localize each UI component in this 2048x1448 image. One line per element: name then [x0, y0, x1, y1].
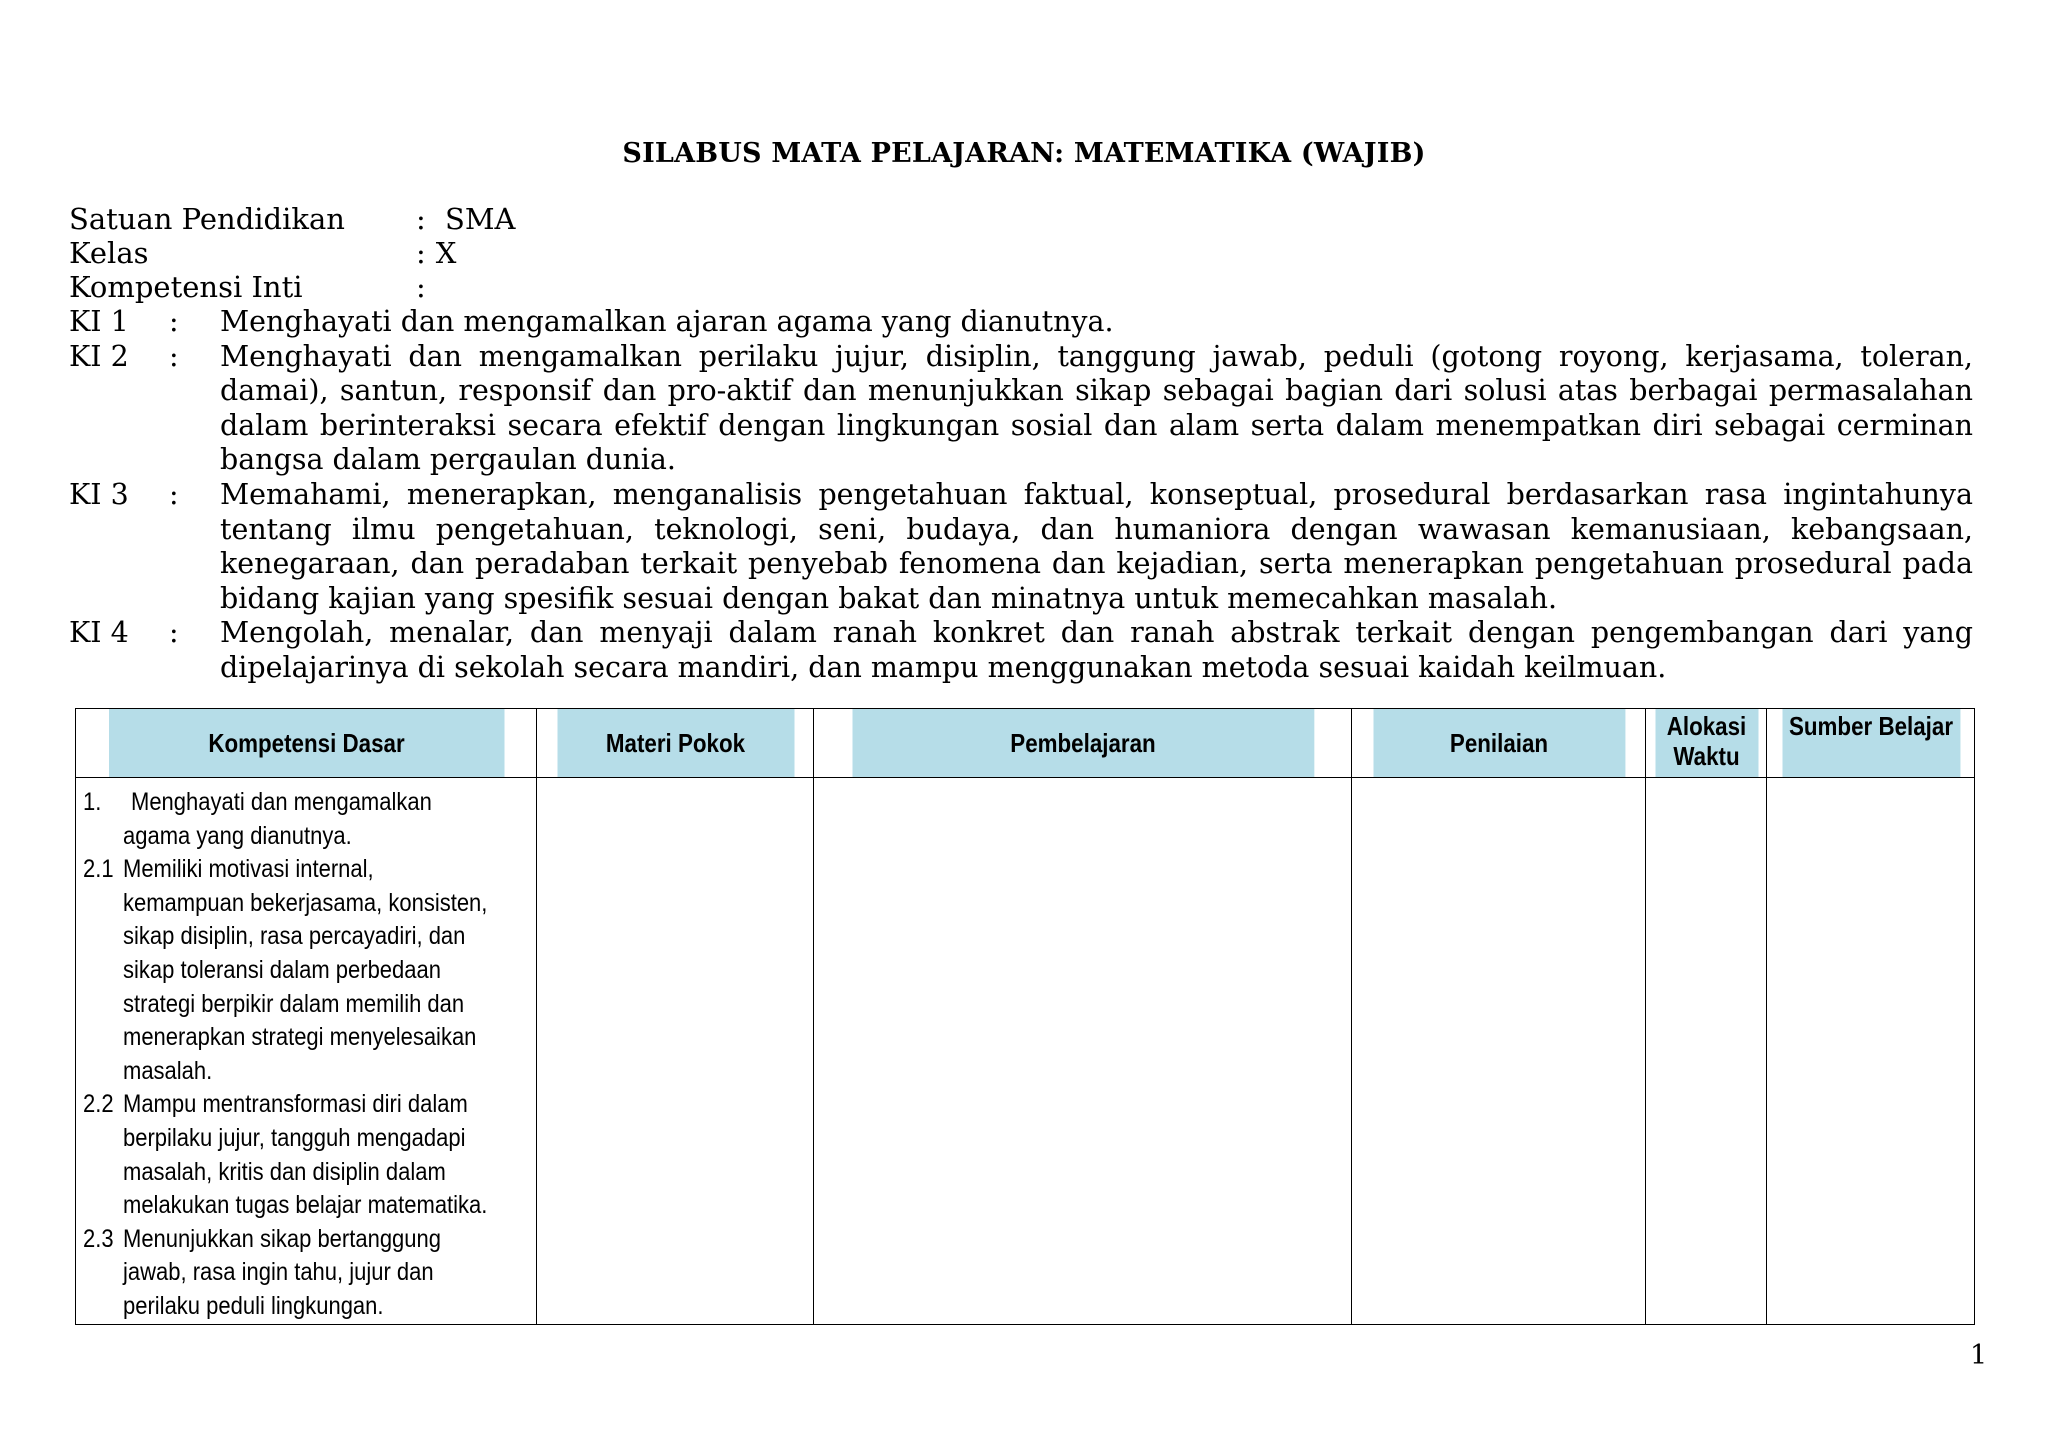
- table-header-row: [76, 709, 1975, 778]
- ki-text: Menghayati dan mengamalkan perilaku jujur, disiplin, tanggung jawab, peduli (gotong royong, kerjasama, toleran, damai), santun, responsif dan pro-aktif dan menunjukkan sikap sebagai bagian dari solusi atas berbagai permasalahan dalam berinteraksi secara efektif dengan lingkungan sosial dan alam serta dalam menempatkan diri sebagai cerminan bangsa dalam pergaulan dunia.: [220, 339, 1973, 477]
- kd-item-1: [83, 786, 532, 853]
- header-alokasi-line2: Waktu: [1672, 741, 1740, 771]
- meta-colon: :: [416, 270, 426, 304]
- ki-list: [69, 305, 1973, 686]
- table-row: [76, 778, 1975, 1325]
- meta-kompetensi-inti: [69, 270, 436, 304]
- ki-1: [69, 305, 1973, 340]
- cell-sumber-belajar: [1767, 778, 1975, 1325]
- header-sumber-belajar: Sumber Belajar: [1781, 709, 1960, 778]
- kd-item-2-1: [83, 853, 532, 1088]
- kd-text: Menghayati dan mengamalkan agama yang dianutnya.: [123, 788, 432, 850]
- cell-alokasi-waktu: [1646, 778, 1767, 1325]
- meta-value: SMA: [435, 202, 516, 236]
- meta-label: Kompetensi Inti: [69, 270, 303, 304]
- meta-colon: :: [416, 202, 426, 236]
- page-number: 1: [1970, 1340, 1988, 1371]
- kd-list: [76, 778, 536, 1324]
- header-materi-pokok: Materi Pokok: [556, 709, 794, 778]
- header-alokasi-waktu: [1654, 709, 1758, 778]
- kd-text: Menunjukkan sikap bertanggung jawab, rasa ingin tahu, jujur dan perilaku peduli lingkungan.: [123, 1224, 442, 1320]
- ki-text: Mengolah, menalar, dan menyaji dalam ranah konkret dan ranah abstrak terkait dengan pengembangan dari yang dipelajarinya di sekolah secara mandiri, dan mampu menggunakan metoda sesuai kaidah keilmuan.: [220, 616, 1973, 684]
- meta-value: X: [435, 236, 457, 270]
- meta-satuan-pendidikan: [69, 202, 516, 236]
- header-pembelajaran: Pembelajaran: [851, 709, 1314, 778]
- kd-number: 2.2: [83, 1090, 114, 1119]
- ki-4: [69, 616, 1973, 685]
- meta-kelas: [69, 236, 456, 270]
- ki-code: KI 4: [69, 616, 129, 650]
- meta-label: Satuan Pendidikan: [69, 202, 345, 236]
- kd-text: Memiliki motivasi internal, kemampuan bekerjasama, konsisten, sikap disiplin, rasa percayadiri, dan sikap toleransi dalam perbedaan strategi berpikir dalam memilih dan menerapkan strategi menyelesaikan masalah.: [123, 855, 488, 1085]
- ki-3: [69, 478, 1973, 616]
- kd-text: Mampu mentransformasi diri dalam berpilaku jujur, tangguh mengadapi masalah, kritis dan disiplin dalam melakukan tugas belajar matematika.: [123, 1090, 488, 1220]
- ki-2: [69, 340, 1973, 478]
- kd-item-2-3: [83, 1223, 532, 1324]
- ki-colon: :: [169, 477, 179, 511]
- document-title: SILABUS MATA PELAJARAN: MATEMATIKA (WAJIB): [622, 138, 1426, 169]
- kd-number: 2.1: [83, 855, 114, 884]
- meta-colon: :: [416, 236, 426, 270]
- syllabus-table: [75, 708, 1975, 1325]
- cell-kompetensi-dasar: [76, 778, 537, 1325]
- cell-penilaian: [1352, 778, 1646, 1325]
- ki-code: KI 1: [69, 305, 129, 338]
- ki-text: Memahami, menerapkan, menganalisis pengetahuan faktual, konseptual, prosedural berdasarkan rasa ingintahunya tentang ilmu pengetahuan, teknologi, seni, budaya, dan humaniora dengan wawasan kemanusiaan, kebangsaan, kenegaraan, dan peradaban terkait penyebab fenomena dan kejadian, serta menerapkan pengetahuan prosedural pada bidang kajian yang spesifik sesuai dengan bakat dan minatnya untuk memecahkan masalah.: [220, 477, 1973, 615]
- ki-colon: :: [169, 339, 179, 373]
- cell-pembelajaran: [814, 778, 1352, 1325]
- meta-label: Kelas: [69, 236, 149, 270]
- header-kompetensi-dasar: Kompetensi Dasar: [108, 709, 504, 778]
- kd-item-2-2: [83, 1088, 532, 1222]
- ki-colon: :: [169, 305, 179, 338]
- cell-materi-pokok: [537, 778, 814, 1325]
- kd-number: 2.3: [83, 1224, 114, 1253]
- ki-code: KI 3: [69, 477, 129, 511]
- kd-number: 1.: [83, 788, 102, 816]
- ki-text: Menghayati dan mengamalkan ajaran agama yang dianutnya.: [220, 305, 1114, 338]
- ki-code: KI 2: [69, 339, 129, 373]
- header-penilaian: Penilaian: [1372, 709, 1625, 778]
- header-alokasi-line1: Alokasi: [1666, 711, 1746, 741]
- ki-colon: :: [169, 616, 179, 650]
